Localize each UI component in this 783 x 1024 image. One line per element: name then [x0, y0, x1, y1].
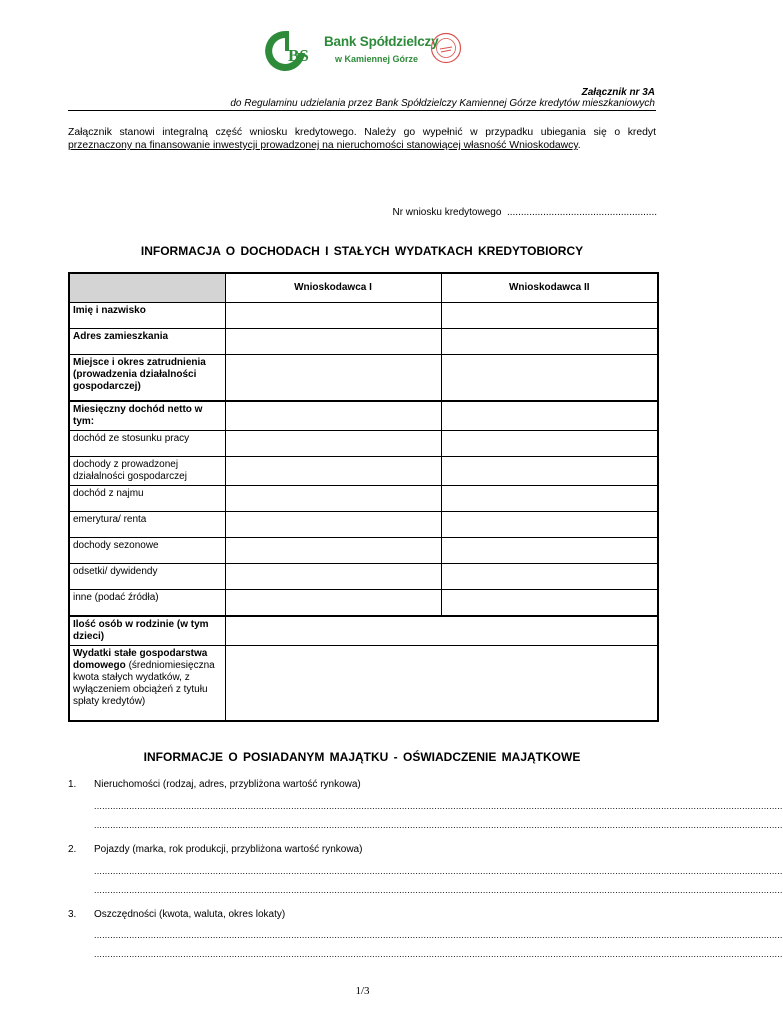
cell-employment-income-applicant-1[interactable]: [225, 431, 441, 457]
cell-other-applicant-2[interactable]: [441, 590, 658, 616]
col-header-applicant-2: Wnioskodawca II: [441, 273, 658, 302]
cell-monthly-income-applicant-2[interactable]: [441, 401, 658, 431]
asset-item-number: 3.: [68, 909, 77, 920]
attachment-description: do Regulaminu udzielania przez Bank Spółdzielczy Kamiennej Górze kredytów mieszkaniowych: [230, 98, 655, 109]
cell-employment-applicant-1[interactable]: [225, 354, 441, 401]
cell-family-size[interactable]: [225, 616, 658, 646]
cell-interest-applicant-1[interactable]: [225, 564, 441, 590]
assets-heading: INFORMACJE O POSIADANYM MAJĄTKU - OŚWIADCZENIE MAJĄTKOWE: [143, 750, 581, 764]
intro-underlined-text: przeznaczony na finansowanie inwestycji prowadzonej na nieruchomości stanowiącej własność Wnioskodawcy: [68, 140, 578, 151]
bank-logo: [262, 28, 467, 78]
cell-name-applicant-1[interactable]: [225, 302, 441, 328]
seal-icon: [430, 32, 462, 64]
cell-expenses[interactable]: [225, 645, 658, 721]
cell-seasonal-applicant-1[interactable]: [225, 538, 441, 564]
row-label-employment: Miejsce i okres zatrudnienia (prowadzenia działalności gospodarczej): [69, 354, 225, 401]
row-label-other: inne (podać źródła): [69, 590, 225, 616]
intro-text: Załącznik stanowi integralną część wniosku kredytowego. Należy go wypełnić w przypadku ubiegania się o kredyt: [68, 127, 656, 138]
row-label-family-size: Ilość osób w rodzinie (w tym dzieci): [69, 616, 225, 646]
row-label-employment-income: dochód ze stosunku pracy: [69, 431, 225, 457]
row-label-name: Imię i nazwisko: [69, 302, 225, 328]
logo-letters: BS: [288, 46, 309, 65]
cell-address-applicant-1[interactable]: [225, 328, 441, 354]
cell-rental-income-applicant-2[interactable]: [441, 486, 658, 512]
asset-item-vehicles: [68, 844, 362, 855]
row-label-pension: emerytura/ renta: [69, 512, 225, 538]
table-corner-cell: [69, 273, 225, 302]
dotted-input-line[interactable]: ...............................................................................................................................................................................................................................................................: [94, 801, 783, 811]
row-label-interest: odsetki/ dywidendy: [69, 564, 225, 590]
page-number: 1/3: [355, 985, 370, 997]
cell-seasonal-applicant-2[interactable]: [441, 538, 658, 564]
dotted-input-line[interactable]: ...............................................................................................................................................................................................................................................................: [94, 930, 783, 940]
cell-rental-income-applicant-1[interactable]: [225, 486, 441, 512]
application-number-label: Nr wniosku kredytowego: [392, 207, 502, 218]
bank-location: w Kamiennej Górze: [335, 54, 419, 64]
cell-business-income-applicant-2[interactable]: [441, 457, 658, 486]
income-heading: INFORMACJA O DOCHODACH I STAŁYCH WYDATKACH KREDYTOBIORCY: [140, 244, 584, 258]
row-label-expenses: [69, 645, 225, 721]
bank-name: Bank Spółdzielczy: [324, 34, 439, 49]
asset-item-real-estate: [68, 779, 361, 790]
asset-item-label: Oszczędności (kwota, waluta, okres lokaty): [94, 909, 286, 920]
row-label-rental-income: dochód z najmu: [69, 486, 225, 512]
cell-monthly-income-applicant-1[interactable]: [225, 401, 441, 431]
cell-employment-income-applicant-2[interactable]: [441, 431, 658, 457]
application-number-field[interactable]: ......................................................: [506, 207, 657, 218]
asset-item-label: Nieruchomości (rodzaj, adres, przybliżona wartość rynkowa): [94, 779, 361, 790]
expenses-label-note: (średniomiesięczna kwota stałych wydatków, z wyłączeniem obciążeń z tytułu spłaty kredytów): [73, 659, 215, 707]
bs-logo-icon: [262, 28, 318, 74]
income-table: [68, 272, 659, 722]
row-label-monthly-income: Miesięczny dochód netto w tym:: [69, 401, 225, 431]
asset-item-label: Pojazdy (marka, rok produkcji, przybliżona wartość rynkowa): [94, 844, 363, 855]
cell-pension-applicant-2[interactable]: [441, 512, 658, 538]
application-number: [392, 207, 657, 218]
row-label-address: Adres zamieszkania: [69, 328, 225, 354]
intro-text-end: .: [577, 140, 581, 151]
row-label-seasonal: dochody sezonowe: [69, 538, 225, 564]
cell-name-applicant-2[interactable]: [441, 302, 658, 328]
col-header-applicant-1: Wnioskodawca I: [225, 273, 441, 302]
dotted-input-line[interactable]: ...............................................................................................................................................................................................................................................................: [94, 949, 783, 959]
cell-pension-applicant-1[interactable]: [225, 512, 441, 538]
cell-business-income-applicant-1[interactable]: [225, 457, 441, 486]
cell-employment-applicant-2[interactable]: [441, 354, 658, 401]
asset-item-savings: [68, 909, 285, 920]
header-divider: [68, 110, 656, 111]
expenses-label-bold: Wydatki stałe gospodarstwa domowego: [73, 647, 208, 671]
asset-item-number: 2.: [68, 844, 77, 855]
dotted-input-line[interactable]: ...............................................................................................................................................................................................................................................................: [94, 820, 783, 830]
dotted-input-line[interactable]: ...............................................................................................................................................................................................................................................................: [94, 866, 783, 876]
cell-address-applicant-2[interactable]: [441, 328, 658, 354]
cell-interest-applicant-2[interactable]: [441, 564, 658, 590]
intro-paragraph: [68, 126, 656, 152]
attachment-number: Załącznik nr 3A: [581, 87, 655, 98]
asset-item-number: 1.: [68, 779, 77, 790]
cell-other-applicant-1[interactable]: [225, 590, 441, 616]
row-label-business-income: dochody z prowadzonej działalności gospodarczej: [69, 457, 225, 486]
dotted-input-line[interactable]: ...............................................................................................................................................................................................................................................................: [94, 885, 783, 895]
